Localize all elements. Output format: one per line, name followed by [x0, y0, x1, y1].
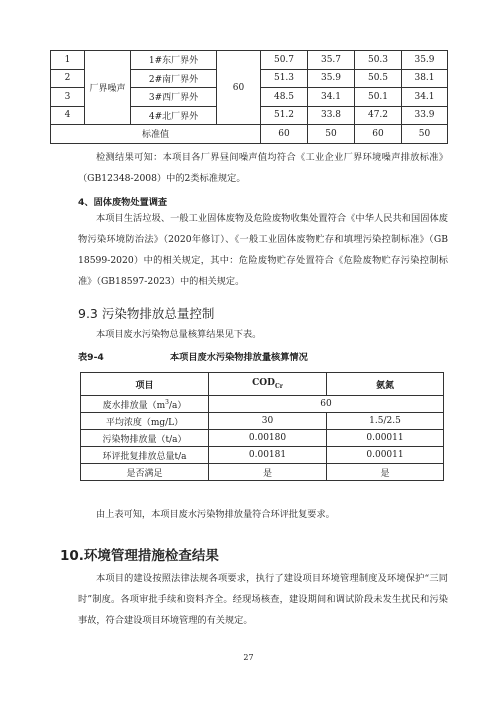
value-cell: 51.2 [261, 106, 308, 125]
value-cell: 35.7 [308, 51, 355, 70]
noise-category: 厂界噪声 [85, 51, 131, 125]
section-10-text: 本项目的建设按照法律法规各项要求，执行了建设项目环境管理制度及环境保护“三同时”制度。各项审批手续和资料齐全。经现场核查，建设期间和调试阶段未发生扰民和污染事故，符合建设项目环境管理的有关规定。 [78, 573, 448, 626]
solid-waste-heading: 4、固体废物处置调查 [78, 197, 168, 208]
table-title: 本项目废水污染物排放量核算情况 [170, 352, 308, 363]
table-row [81, 447, 444, 464]
row-label: 污染物排放量（t/a） [81, 430, 209, 447]
monitoring-point: 4#北厂界外 [131, 106, 217, 125]
table-number: 表9-4 [78, 352, 104, 363]
row-number: 1 [51, 51, 85, 70]
value-cell: 35.9 [402, 51, 448, 70]
monitoring-point: 2#南厂界外 [131, 69, 217, 88]
row-number: 2 [51, 69, 85, 88]
header-cod: $COD_{Cr}$ [209, 373, 327, 396]
table-header-row [81, 373, 444, 396]
row-number: 3 [51, 88, 85, 107]
row-label: 是否满足 [81, 464, 209, 481]
value-cell: 48.5 [261, 88, 308, 107]
standard-value: 50 [402, 125, 448, 144]
table-row [81, 396, 444, 413]
cod-value: 0.00180 [209, 430, 327, 447]
table-caption [78, 349, 448, 363]
cod-value: 是 [209, 464, 327, 481]
row-label: 平均浓度（mg/L） [81, 413, 209, 430]
noise-conclusion: 检测结果可知：本项目各厂界昼间噪声值均符合《工业企业厂界环境噪声排放标准》（GB12348-2008）中的2类标准规定。 [78, 152, 448, 184]
value-cell: 50.5 [355, 69, 402, 88]
table-row [81, 464, 444, 481]
cod-value: 30 [209, 413, 327, 430]
solid-waste-text: 本项目生活垃圾、一般工业固体废物及危险废物收集处置符合《中华人民共和国固体废物污染环境防治法》（2020年修订）、《一般工业固体废物贮存和填埋污染控制标准》（GB 18599-2020）中的相关规定，其中：危险废物贮存处置符合《危险废物贮存污染控制标准》（GB18597-2023）中的相关规定。 [78, 213, 448, 287]
standard-value: 50 [308, 125, 355, 144]
row-number: 4 [51, 106, 85, 125]
standard-value: 60 [261, 125, 308, 144]
value-cell: 51.3 [261, 69, 308, 88]
section-9-3-title: 9.3 污染物排放总量控制 [78, 306, 215, 321]
header-ammonia: 氨氮 [327, 373, 444, 396]
monitoring-point: 3#西厂界外 [131, 88, 217, 107]
ammonia-value: 0.00011 [327, 447, 444, 464]
monitoring-point: 1#东厂界外 [131, 51, 217, 70]
section-9-3-conclusion: 由上表可知，本项目废水污染物排放量符合环评批复要求。 [96, 509, 335, 520]
cod-value: 0.00181 [209, 447, 327, 464]
ammonia-value: 0.00011 [327, 430, 444, 447]
ammonia-value: 1.5/2.5 [327, 413, 444, 430]
row-label: 废水排放量$(m^3/a)$ [81, 396, 209, 413]
row-label: 环评批复排放总量t/a [81, 447, 209, 464]
value-cell: 35.9 [308, 69, 355, 88]
standard-value: 60 [355, 125, 402, 144]
section-9-3-intro: 本项目废水污染物总量核算结果见下表。 [96, 329, 262, 340]
section-10-title: 10.环境管理措施检查结果 [60, 548, 219, 564]
table-row [51, 51, 448, 70]
ammonia-value: 是 [327, 464, 444, 481]
page-number: 27 [243, 653, 254, 662]
value-cell: 50.1 [355, 88, 402, 107]
header-item: 项目 [81, 373, 209, 396]
value-cell: 50.3 [355, 51, 402, 70]
pollutant-total-table [80, 372, 444, 481]
noise-monitoring-table [50, 50, 448, 144]
table-row [81, 413, 444, 430]
value-cell: 33.8 [308, 106, 355, 125]
value-cell: 47.2 [355, 106, 402, 125]
value-cell: 34.1 [402, 88, 448, 107]
value-cell: 33.9 [402, 106, 448, 125]
limit-value: 60 [217, 51, 261, 125]
table-row [81, 430, 444, 447]
standard-label: 标准值 [51, 125, 261, 144]
value-cell: 38.1 [402, 69, 448, 88]
value-cell: 34.1 [308, 88, 355, 107]
value-cell: 50.7 [261, 51, 308, 70]
table-row-standard [51, 125, 448, 144]
merged-value: 60 [209, 396, 444, 413]
